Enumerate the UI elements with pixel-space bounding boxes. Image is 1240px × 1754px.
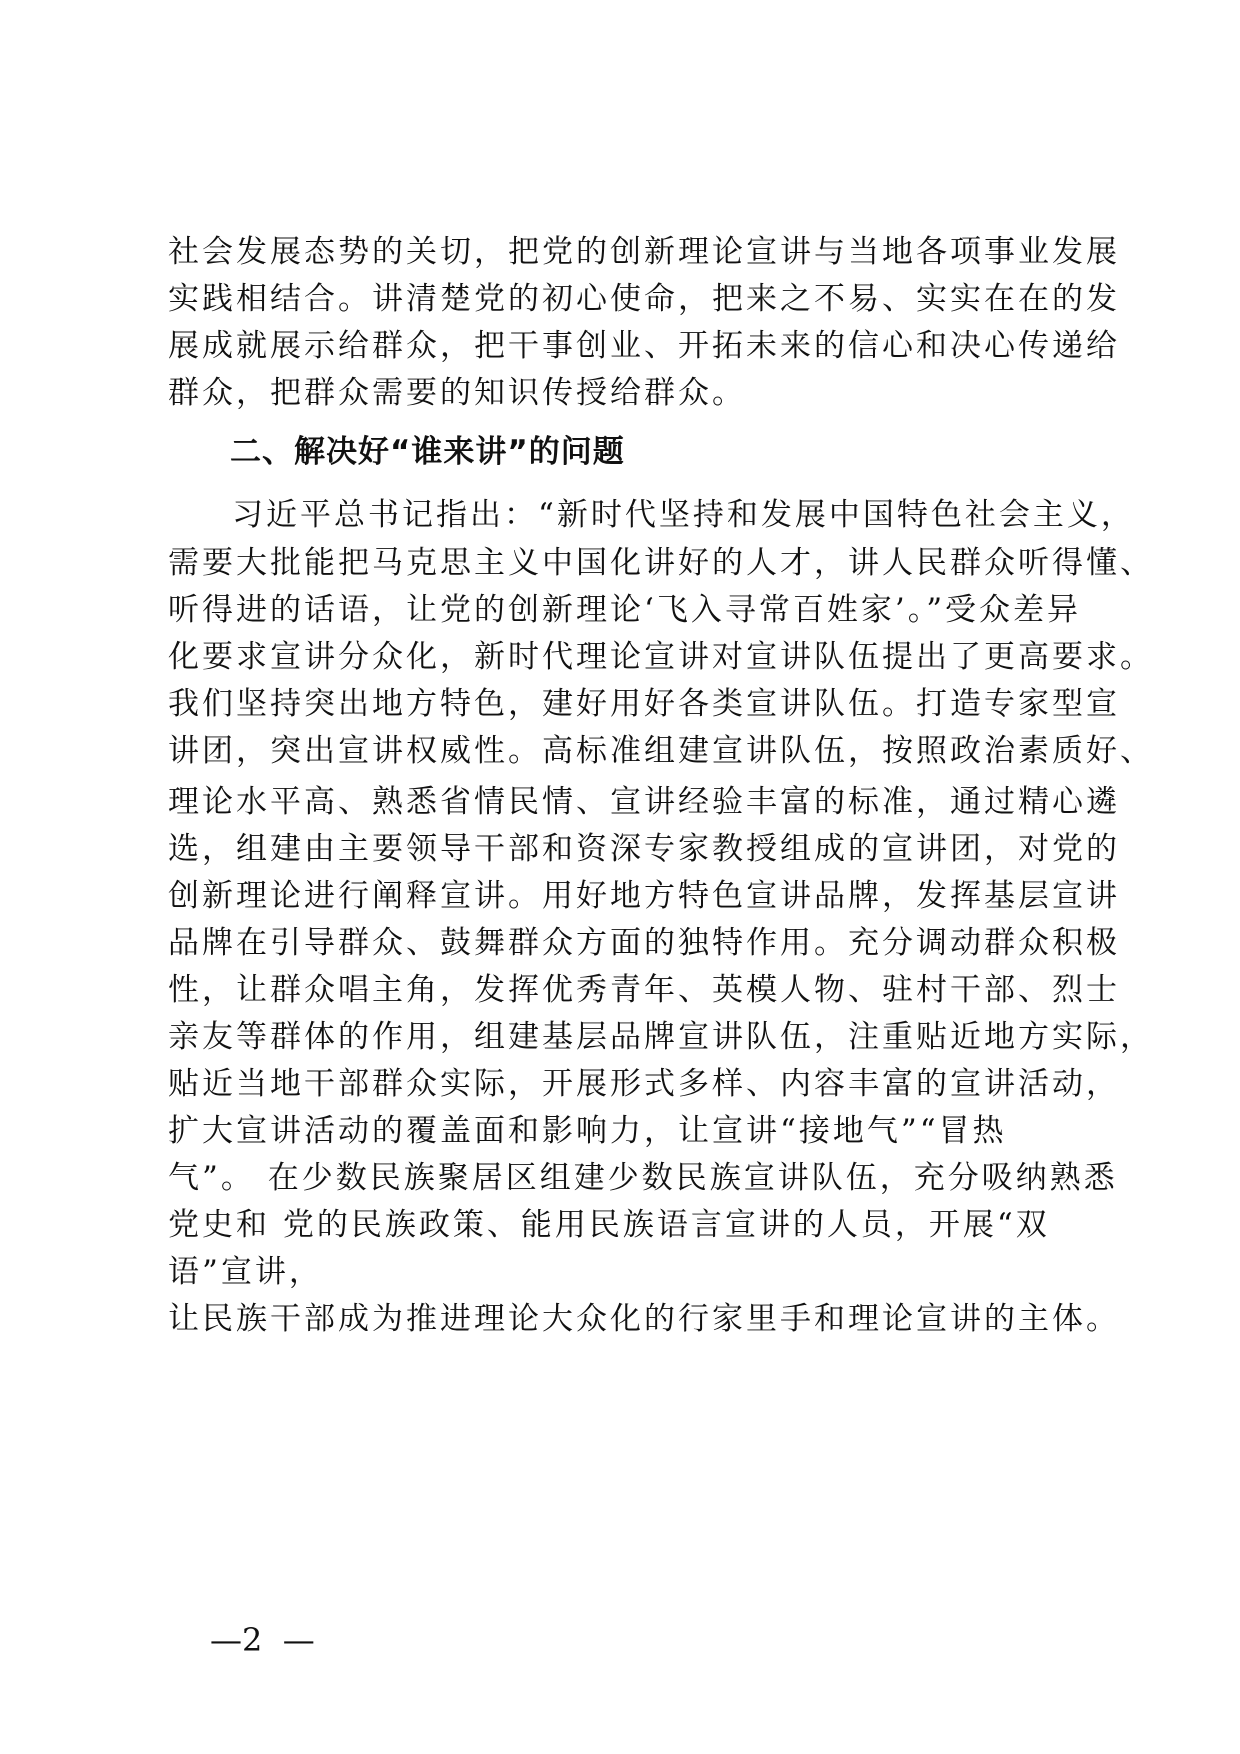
body-line: 听得进的话语，让党的创新理论‘飞入寻常百姓家’。”受众差异 — [168, 592, 1082, 628]
body-line: 化要求宣讲分众化，新时代理论宣讲对宣讲队伍提出了更高要求。 — [168, 639, 1154, 675]
body-line: 让民族干部成为推进理论大众化的行家里手和理论宣讲的主体。 — [168, 1301, 1120, 1337]
body-line: 讲团，突出宣讲权威性。高标准组建宣讲队伍，按照政治素质好、 — [168, 733, 1154, 769]
body-line: 理论水平高、熟悉省情民情、宣讲经验丰富的标准，通过精心遴 — [168, 784, 1120, 820]
body-line: 扩大宣讲活动的覆盖面和影响力，让宣讲“接地气”“冒热 — [168, 1113, 1007, 1149]
body-line: 展成就展示给群众，把干事创业、开拓未来的信心和决心传递给 — [168, 328, 1120, 364]
section-heading: 二、解决好“谁来讲”的问题 — [230, 434, 625, 470]
body-line: 实践相结合。讲清楚党的初心使命，把来之不易、实实在在的发 — [168, 281, 1120, 317]
body-line: 亲友等群体的作用，组建基层品牌宣讲队伍，注重贴近地方实际， — [168, 1019, 1154, 1055]
body-line: 需要大批能把马克思主义中国化讲好的人才，讲人民群众听得懂、 — [168, 545, 1154, 581]
body-line: 性，让群众唱主角，发挥优秀青年、英模人物、驻村干部、烈士 — [168, 972, 1120, 1008]
body-line: 我们坚持突出地方特色，建好用好各类宣讲队伍。打造专家型宣 — [168, 686, 1120, 722]
body-line: 群众，把群众需要的知识传授给群众。 — [168, 375, 746, 411]
body-line: 选，组建由主要领导干部和资深专家教授组成的宣讲团，对党的 — [168, 831, 1120, 867]
body-line: 党史和 党的民族政策、能用民族语言宣讲的人员，开展“双 — [168, 1207, 1050, 1243]
body-line: 气”。 在少数民族聚居区组建少数民族宣讲队伍，充分吸纳熟悉 — [168, 1160, 1118, 1196]
page-number: —2 — — [210, 1621, 315, 1659]
body-line: 贴近当地干部群众实际，开展形式多样、内容丰富的宣讲活动， — [168, 1066, 1120, 1102]
body-line: 语”宣讲， — [168, 1254, 323, 1290]
body-line: 创新理论进行阐释宣讲。用好地方特色宣讲品牌，发挥基层宣讲 — [168, 878, 1120, 914]
body-line: 社会发展态势的关切，把党的创新理论宣讲与当地各项事业发展 — [168, 234, 1120, 270]
body-line: 品牌在引导群众、鼓舞群众方面的独特作用。充分调动群众积极 — [168, 925, 1120, 961]
body-line: 习近平总书记指出：“新时代坚持和发展中国特色社会主义， — [232, 497, 1135, 533]
